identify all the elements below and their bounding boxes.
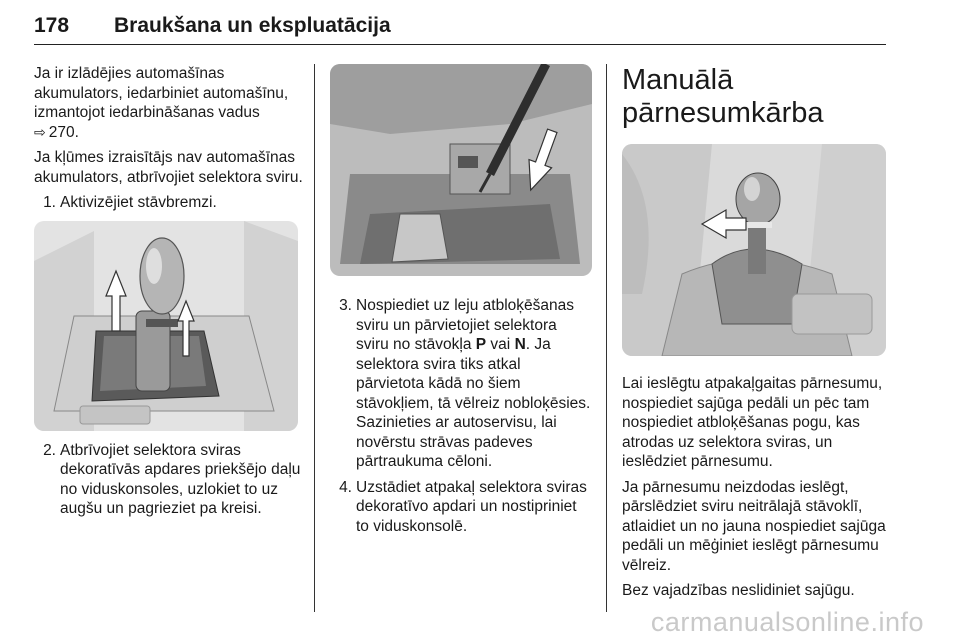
page-number: 178 [34, 14, 70, 37]
column-left [34, 64, 304, 525]
step-3: 3. Nospiediet uz leju atbloķēšanas sviru un pārvietojiet selektora sviru no stāvokļa P vai N. Ja selektora svira tiks atkal pārvietota kādā no šiem stāvokļiem, tā vēlreiz nobloķēsies. Sazinieties ar autoservisu, lai novērstu strāvas padeves pārtraukuma cēloni. [339, 297, 591, 470]
paragraph-retry: Ja pārnesumu neizdodas ieslēgt, pārslēdziet sviru neitrālajā stāvoklī, atlaidiet un no jauna nospiediet sajūga pedāli un mēģiniet ieslēgt pārnesumu vēlreiz. [622, 478, 886, 574]
paragraph-reverse: Lai ieslēgtu atpakaļgaitas pārnesumu, nospiediet sajūga pedāli un pēc tam nospiediet atbloķēšanas pogu, kas atrodas uz selektora sviras, un ieslēdziet pārnesumu. [622, 375, 883, 470]
figure-unlock-lever [330, 64, 592, 276]
page-header [34, 8, 886, 45]
step-1: 1. Aktivizējiet stāvbremzi. [43, 194, 217, 211]
chapter-title: Braukšana un ekspluatācija [114, 14, 391, 37]
column-middle [330, 64, 592, 542]
watermark: carmanualsonline.info [650, 607, 924, 637]
page-reference: 270. [48, 123, 79, 141]
figure-selector-lever [34, 221, 298, 431]
figure-manual-gearbox [622, 144, 886, 356]
page-reference-icon: ⇨ [34, 123, 46, 140]
step-2: 2. Atbrīvojiet selektora sviras dekoratīvās apdares priekšējo daļu no viduskonsoles, uzlokiet to uz augšu un pagrieziet pa kreisi. [43, 441, 301, 517]
position-n: N [514, 336, 526, 353]
position-p: P [475, 336, 487, 353]
section-heading: Manuālā pārnesumkārba [622, 64, 824, 129]
column-divider [606, 64, 607, 612]
paragraph-battery: Ja ir izlādējies automašīnas akumulators, iedarbiniet automašīnu, izmantojot iedarbināšanas vadus ⇨ 270. [34, 65, 289, 141]
paragraph-release: Ja kļūmes izraisītājs nav automašīnas akumulators, atbrīvojiet selektora sviru. [34, 149, 303, 186]
column-right [622, 64, 888, 607]
column-divider [314, 64, 315, 612]
paragraph-clutch: Bez vajadzības neslidiniet sajūgu. [622, 582, 855, 599]
step-4: 4. Uzstādiet atpakaļ selektora sviras dekoratīvo apdari un nostipriniet to viduskonsolē. [339, 478, 587, 535]
